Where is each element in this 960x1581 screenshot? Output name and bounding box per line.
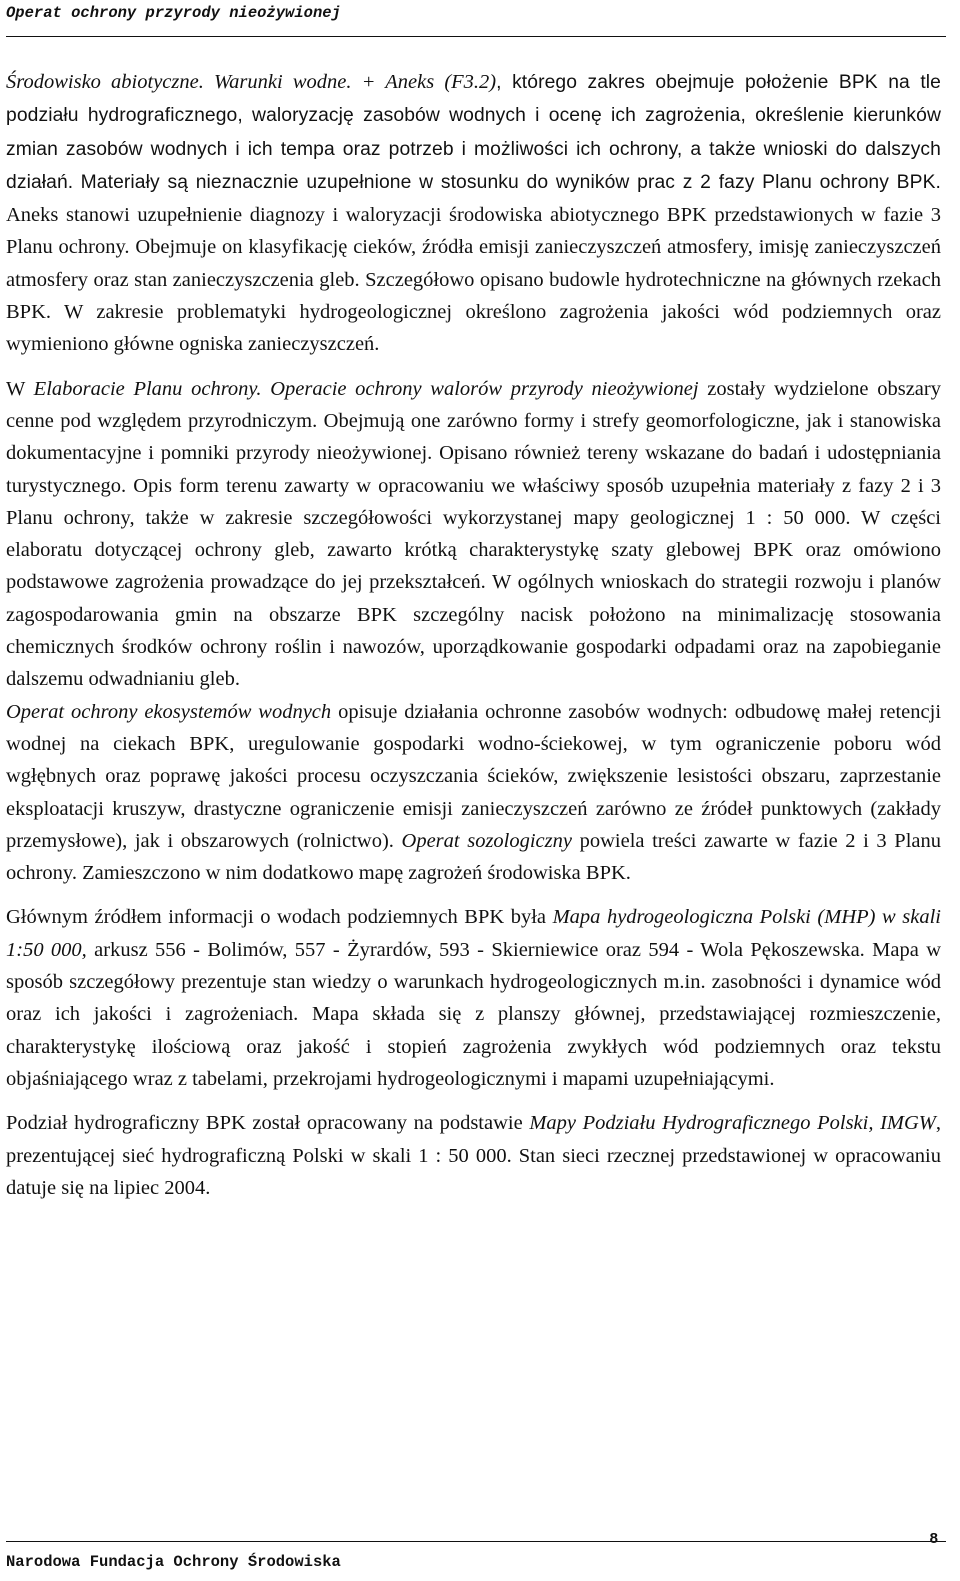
paragraph-3 [6,696,941,890]
text-run: , prezentującej sieć hydrograficzną Polski w skali 1 : 50 000. Stan sieci rzecznej przedstawionej w opracowaniu datuje się na lipiec 2004. [6,1112,941,1199]
italic-title: Operat sozologiczny [401,829,572,852]
running-header: Operat ochrony przyrody nieożywionej [6,4,341,22]
text-run: Głównym źródłem informacji o wodach podziemnych BPK była [6,906,553,929]
paragraph-2 [6,373,941,696]
text-run: W [6,377,34,400]
italic-title: Elaboracie Planu ochrony. Operacie ochrony walorów przyrody nieożywionej [33,377,699,400]
text-run: opisuje działania ochronne zasobów wodnych: odbudowę małej retencji wodnej na ciekach BPK, uregulowanie gospodarki wodno-ściekowej, w tym ograniczenie poboru wód wgłębnych oraz poprawę jakości procesu oczyszczania ścieków, zwiększenie lesistości obszaru, zaprzestanie eksploatacji kruszyw, drastyczne ograniczenie emisji zanieczyszczeń zarówno ze źródeł punktowych (zakłady przemysłowe), jak i obszarowych (rolnictwo). [6,700,942,852]
paragraph-1 [6,66,941,361]
page-number: 8 [929,1530,938,1547]
document-body [6,66,941,1204]
paragraph-4 [6,901,941,1095]
header-rule [6,36,946,37]
text-run: zostały wydzielone obszary cenne pod względem przyrodniczym. Obejmują one zarówno formy i strefy geomorfologiczne, jak i stanowiska dokumentacyjne i pomniki przyrody nieożywionej. Opisano również tereny wskazane do badań i udostępniania turystycznego. Opis form terenu zawarty w opracowaniu we właściwy sposób uzupełnia materiały z fazy 2 i 3 Planu ochrony, także w zakresie szczegółowości wykorzystanej mapy geologicznej 1 : 50 000. W części elaboratu dotyczącej ochrony gleb, zawarto krótką charakterystykę szaty glebowej BPK oraz omówiono podstawowe zagrożenia prowadzące do jej przekształceń. W ogólnych wnioskach do strategii rozwoju i planów zagospodarowania gmin na obszarze BPK szczególny nacisk położono na minimalizację stosowania chemicznych środków ochrony roślin i nawozów, uporządkowanie gospodarki odpadami oraz na zapobieganie dalszemu odwadnianiu gleb. [6,377,941,691]
text-run: powiela treści zawarte w fazie 2 i 3 Planu ochrony. Zamieszczono w nim dodatkowo mapę zagrożeń środowiska BPK. [6,829,941,885]
footer-rule [6,1541,946,1542]
footer-organization: Narodowa Fundacja Ochrony Środowiska [6,1553,341,1571]
paragraph-5 [6,1107,941,1204]
italic-title: Mapy Podziału Hydrograficznego Polski, IMGW [529,1112,936,1135]
text-run: arkusz 556 - Bolimów, 557 - Żyrardów, 593 - Skierniewice oraz 594 - Wola Pękoszewska. Mapa w sposób szczegółowy prezentuje stan wiedzy o warunkach hydrogeologicznych m.in. zasobności i dynamice wód oraz ich jakości i zagrożeniach. Mapa składa się z planszy głównej, przedstawiającej rozmieszczenie, charakterystykę ilościową oraz jakość i stopień zagrożenia zwykłych wód podziemnych oraz tekstu objaśniającego wraz z tabelami, przekrojami hydrogeologicznymi i mapami uzupełniającymi. [6,938,941,1090]
italic-title: Środowisko abiotyczne. Warunki wodne. + Aneks (F3.2) [6,71,497,93]
text-run: Materiały są nieznacznie uzupełnione w stosunku do wyników prac z 2 fazy Planu ochrony BPK. [80,171,941,193]
italic-title: Mapa hydrogeologiczna Polski (MHP) w skali 1:50 000, [6,906,941,961]
text-run: Podział hydrograficzny BPK został opracowany na podstawie [6,1112,530,1135]
text-run: , którego zakres obejmuje położenie BPK na tle podziału hydrograficznego, waloryzację zasobów wodnych i ocenę ich zagrożenia, określenie kierunków zmian zasobów wodnych i ich tempa oraz potrzeb i możliwości ich ochrony, a także wnioski do dalszych działań. [6,72,941,193]
italic-title: Operat ochrony ekosystemów wodnych [6,700,332,723]
text-run: Aneks stanowi uzupełnienie diagnozy i waloryzacji środowiska abiotycznego BPK przedstawionych w fazie 3 Planu ochrony. Obejmuje on klasyfikację cieków, źródła emisji zanieczyszczeń atmosfery, imisję zanieczyszczeń atmosfery oraz stan zanieczyszczenia gleb. Szczegółowo opisano budowle hydrotechniczne na głównych rzekach BPK. W zakresie problematyki hydrogeologicznej określono zagrożenia jakości wód podziemnych oraz wymieniono główne ogniska zanieczyszczeń. [6,204,941,356]
